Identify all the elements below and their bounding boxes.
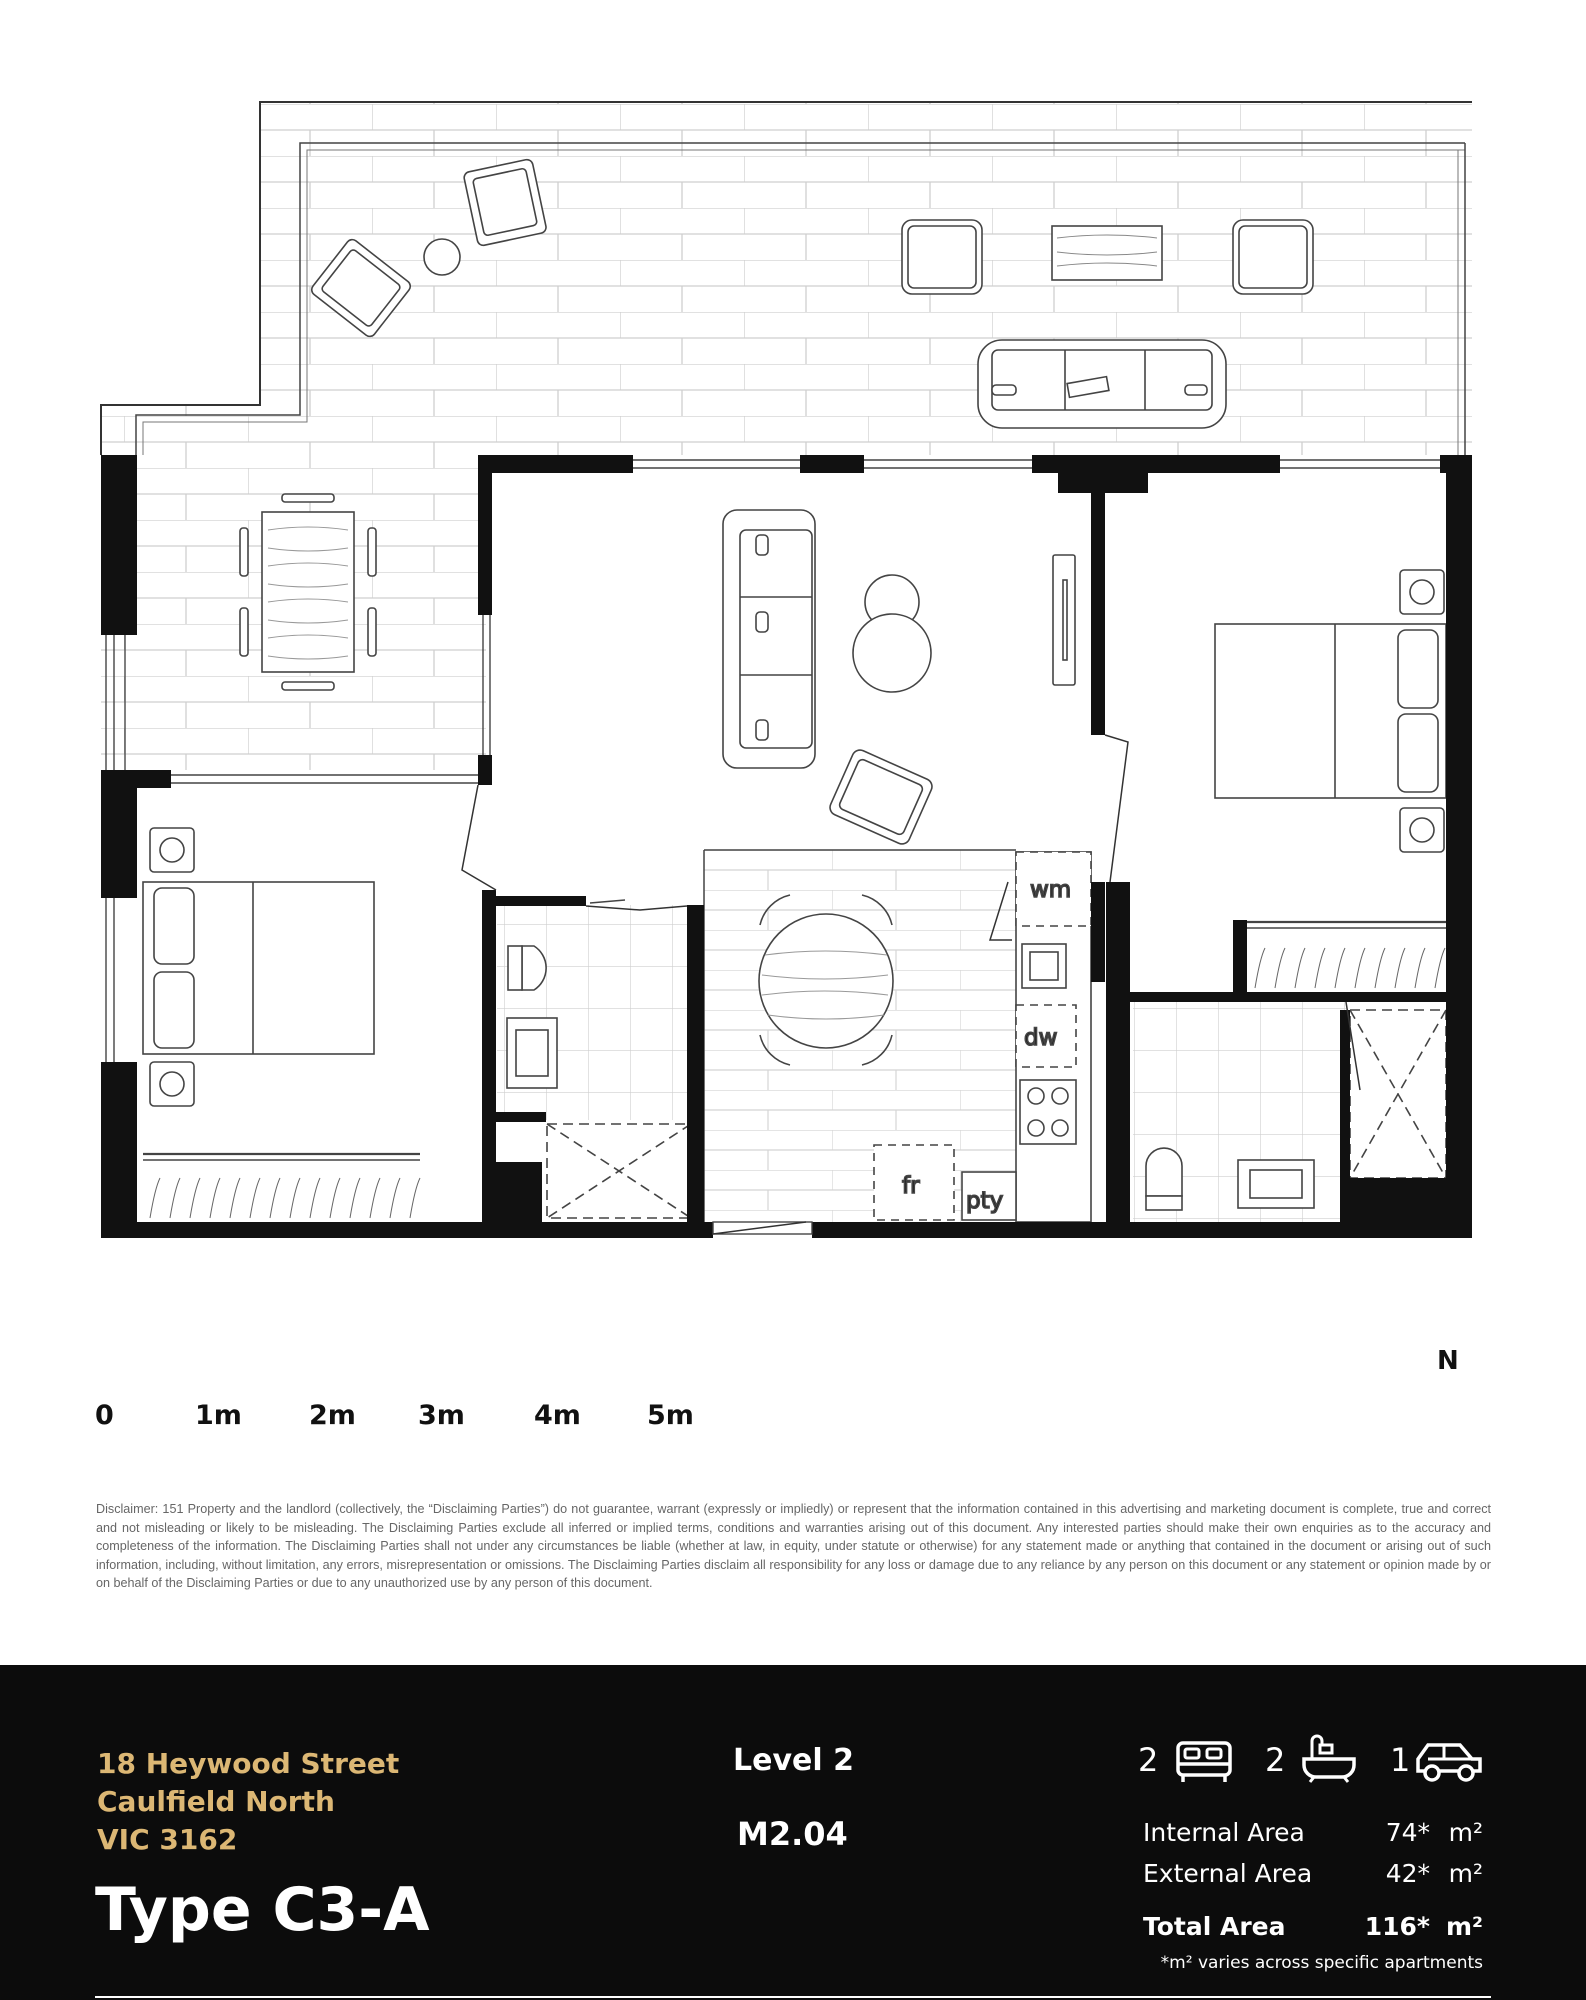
wm-label: wm	[1030, 877, 1072, 903]
external-area-row	[1143, 1859, 1483, 1888]
bathroom-count: 2	[1265, 1741, 1286, 1779]
north-label: N	[1437, 1346, 1459, 1376]
internal-area-unit: m²	[1448, 1818, 1483, 1847]
address-street: 18 Heywood Street	[97, 1747, 400, 1780]
total-area-row	[1143, 1912, 1483, 1941]
external-area-value: 42*	[1385, 1859, 1430, 1888]
bedroom-1-furniture	[143, 828, 420, 1218]
disclaimer-text: Disclaimer: 151 Property and the landlord (collectively, the “Disclaiming Parties”) do not guarantee, warrant (expressly or impliedly) or represent that the information contained in this advertising and marketing document is complete, true and correct and not misleading or likely to be misleading. The Disclaiming Parties exclude all inferred or implied terms, conditions and warranties arising out of this document. Any interested parties should make their own enquiries as to the accuracy and completeness of the information. The Disclaiming Parties shall not under any circumstances be liable (whether at law, in equity, under statute or otherwise) for any statement made or anything that contained in the document or arising out of such information, including, without limitation, any errors, misrepresentation or omissions. The Disclaiming Parties disclaim all responsibility for any loss or damage due to any reliance by any person on this document or any statement or opinion made by or on behalf of the Disclaiming Parties or due to any unauthorized use by any person of this document.	[96, 1502, 1491, 1591]
fr-label: fr	[902, 1173, 920, 1199]
apartment-type: Type C3-A	[95, 1875, 430, 1945]
unit-number: M2.04	[737, 1815, 848, 1853]
scale-label-2m: 2m	[309, 1400, 356, 1431]
external-area-unit: m²	[1448, 1859, 1483, 1888]
internal-area-value: 74*	[1385, 1818, 1430, 1847]
bedroom-count: 2	[1138, 1741, 1159, 1779]
footer-rule	[95, 1996, 1491, 1998]
total-area-unit: m²	[1446, 1912, 1483, 1941]
bedroom-2-furniture	[1215, 570, 1446, 988]
car-space-count: 1	[1390, 1741, 1411, 1779]
dw-label: dw	[1024, 1025, 1058, 1051]
car-icon	[1412, 1737, 1486, 1783]
area-footnote: *m² varies across specific apartments	[1160, 1953, 1483, 1973]
address-state: VIC 3162	[97, 1823, 238, 1856]
external-area-label: External Area	[1143, 1859, 1313, 1888]
scale-label-3m: 3m	[418, 1400, 465, 1431]
address-suburb: Caulfield North	[97, 1785, 335, 1818]
living-furniture	[723, 510, 1075, 846]
total-area-value: 116*	[1364, 1912, 1430, 1941]
level-label: Level 2	[733, 1743, 854, 1778]
internal-area-row	[1143, 1818, 1483, 1847]
bath-icon	[1300, 1733, 1358, 1783]
address	[97, 1745, 399, 1859]
scale-label-1m: 1m	[195, 1400, 242, 1431]
scale-label-5m: 5m	[647, 1400, 694, 1431]
footer-bar	[0, 1665, 1586, 2000]
scale-label-0: 0	[95, 1400, 114, 1431]
total-area-label: Total Area	[1143, 1912, 1286, 1941]
internal-area-label: Internal Area	[1143, 1818, 1305, 1847]
pty-label: pty	[966, 1188, 1004, 1214]
scale-label-4m: 4m	[534, 1400, 581, 1431]
bed-icon	[1175, 1739, 1233, 1783]
